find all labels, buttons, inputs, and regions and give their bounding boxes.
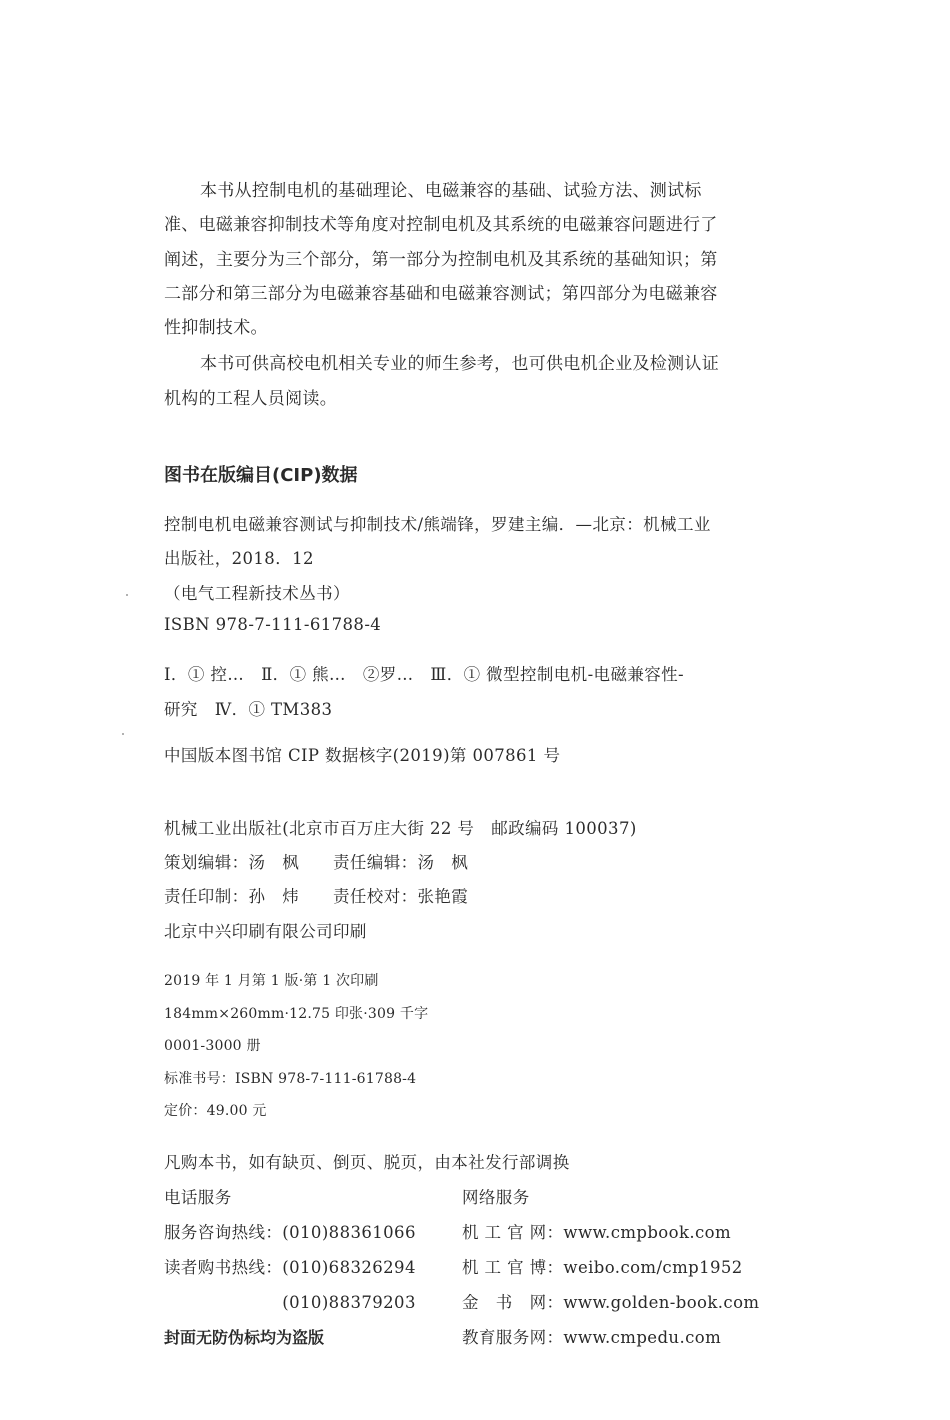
- format-line: 184mm×260mm·12.75 印张·309 千字: [164, 1006, 429, 1022]
- web-line: 教育服务网：www.cmpedu.com: [462, 1328, 722, 1347]
- price: 定价：49.00 元: [164, 1103, 267, 1119]
- printing-credits: 责任印制：孙 炜 责任校对：张艳霞: [164, 887, 469, 906]
- cip-isbn: ISBN 978-7-111-61788-4: [164, 615, 382, 634]
- summary-line: 本书可供高校电机相关专业的师生参考，也可供电机企业及检测认证: [200, 354, 719, 374]
- standard-book-number: 标准书号：ISBN 978-7-111-61788-4: [164, 1071, 417, 1087]
- anti-piracy-notice: 封面无防伪标均为盗版: [164, 1328, 325, 1347]
- phone-service-title: 电话服务: [164, 1188, 232, 1207]
- web-line: 机 工 官 博：weibo.com/cmp1952: [462, 1258, 743, 1277]
- printer-name: 北京中兴印刷有限公司印刷: [164, 922, 367, 941]
- cip-line: （电气工程新技术丛书）: [164, 584, 350, 603]
- phone-line: 服务咨询热线：(010)88361066: [164, 1223, 416, 1242]
- web-line: 机 工 官 网：www.cmpbook.com: [462, 1223, 732, 1242]
- cip-classification: Ⅰ．① 控… Ⅱ．① 熊… ②罗… Ⅲ．① 微型控制电机-电磁兼容性-: [164, 665, 685, 684]
- scan-speck: [126, 594, 128, 596]
- summary-line: 准、电磁兼容抑制技术等角度对控制电机及其系统的电磁兼容问题进行了: [164, 215, 718, 235]
- scan-speck: [122, 733, 124, 735]
- summary-line: 阐述，主要分为三个部分，第一部分为控制电机及其系统的基础知识；第: [164, 250, 718, 270]
- web-service-title: 网络服务: [462, 1188, 530, 1207]
- cip-line: 控制电机电磁兼容测试与抑制技术/熊端锋，罗建主编．—北京：机械工业: [164, 515, 711, 534]
- print-run: 0001-3000 册: [164, 1038, 261, 1054]
- web-line: 金 书 网：www.golden-book.com: [462, 1293, 760, 1312]
- replacement-notice: 凡购本书，如有缺页、倒页、脱页，由本社发行部调换: [164, 1153, 570, 1172]
- editor-credits: 策划编辑：汤 枫 责任编辑：汤 枫: [164, 853, 469, 872]
- phone-line: 读者购书热线：(010)68326294: [164, 1258, 416, 1277]
- cip-record-number: 中国版本图书馆 CIP 数据核字(2019)第 007861 号: [164, 746, 561, 765]
- cip-line: 出版社，2018．12: [164, 549, 314, 568]
- edition-line: 2019 年 1 月第 1 版·第 1 次印刷: [164, 973, 379, 989]
- summary-line: 二部分和第三部分为电磁兼容基础和电磁兼容测试；第四部分为电磁兼容: [164, 284, 718, 304]
- summary-line: 本书从控制电机的基础理论、电磁兼容的基础、试验方法、测试标: [200, 181, 702, 201]
- cip-classification: 研究 Ⅳ．① TM383: [164, 700, 333, 719]
- cip-title: 图书在版编目(CIP)数据: [164, 465, 358, 486]
- summary-line: 机构的工程人员阅读。: [164, 389, 337, 409]
- summary-line: 性抑制技术。: [164, 318, 268, 338]
- publisher-address: 机械工业出版社(北京市百万庄大街 22 号 邮政编码 100037): [164, 819, 637, 838]
- phone-line: (010)88379203: [164, 1293, 416, 1312]
- copyright-page: [164, 0, 760, 1420]
